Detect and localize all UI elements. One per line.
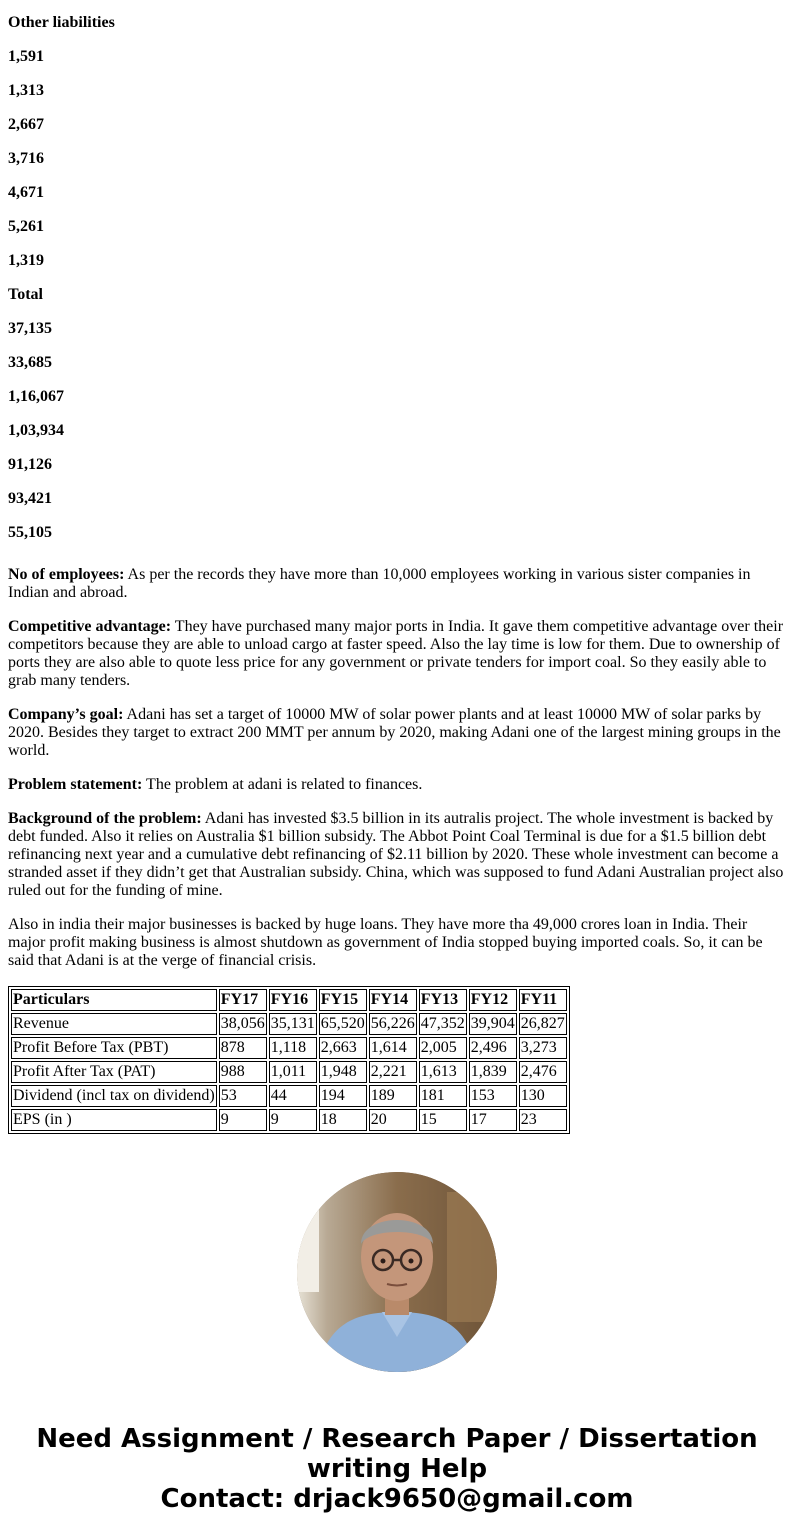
stat-value: 1,319 xyxy=(8,252,44,269)
table-cell: 53 xyxy=(219,1085,267,1107)
advantage-text: They have purchased many major ports in India. It gave them competitive advantage over their competitors because they are able to unload cargo at faster speed. Also the lay time is low for them. Due to ownership of ports they are also able to quote less price for any government or private tenders for import coal. So they easily able to grab many tenders. xyxy=(8,618,784,689)
table-cell: 1,118 xyxy=(269,1037,317,1059)
table-cell: 17 xyxy=(469,1109,517,1131)
financials-table xyxy=(8,986,570,1134)
table-cell: Dividend (incl tax on dividend) xyxy=(11,1085,217,1107)
advantage-paragraph xyxy=(8,618,786,690)
author-avatar xyxy=(297,1172,497,1372)
stat-value: 93,421 xyxy=(8,490,52,507)
table-cell: 15 xyxy=(419,1109,467,1131)
table-cell: 9 xyxy=(219,1109,267,1131)
table-header-cell: FY15 xyxy=(319,989,367,1011)
table-cell: 3,273 xyxy=(519,1037,567,1059)
stat-value: 1,03,934 xyxy=(8,422,64,439)
table-cell: 130 xyxy=(519,1085,567,1107)
stats-list xyxy=(8,6,786,550)
table-cell: 878 xyxy=(219,1037,267,1059)
goal-text: Adani has set a target of 10000 MW of solar power plants and at least 10000 MW of solar parks by 2020. Besides they target to extract 200 MMT per annum by 2020, making Adani one of the largest mining groups in the world. xyxy=(8,706,781,759)
promo-banner xyxy=(8,1424,786,1514)
table-cell: 2,476 xyxy=(519,1061,567,1083)
table-cell: 1,948 xyxy=(319,1061,367,1083)
stat-value: 37,135 xyxy=(8,320,52,337)
table-row xyxy=(11,1085,567,1107)
table-cell: 47,352 xyxy=(419,1013,467,1035)
table-cell: 2,663 xyxy=(319,1037,367,1059)
table-row xyxy=(11,1013,567,1035)
table-cell: 194 xyxy=(319,1085,367,1107)
table-cell: EPS (in ) xyxy=(11,1109,217,1131)
table-cell: 2,496 xyxy=(469,1037,517,1059)
table-row xyxy=(11,1061,567,1083)
promo-contact: Contact: drjack9650@gmail.com xyxy=(160,1484,634,1514)
stat-value: 1,591 xyxy=(8,48,44,65)
goal-lead: Company’s goal: xyxy=(8,706,124,723)
table-cell: Profit Before Tax (PBT) xyxy=(11,1037,217,1059)
table-header-cell: FY11 xyxy=(519,989,567,1011)
stat-label-other-liabilities: Other liabilities xyxy=(8,14,115,31)
table-cell: 2,005 xyxy=(419,1037,467,1059)
table-row xyxy=(11,1037,567,1059)
goal-paragraph xyxy=(8,706,786,760)
table-cell: 2,221 xyxy=(369,1061,417,1083)
table-cell: Profit After Tax (PAT) xyxy=(11,1061,217,1083)
stat-label-total: Total xyxy=(8,286,43,303)
table-cell: 56,226 xyxy=(369,1013,417,1035)
table-header-cell: FY13 xyxy=(419,989,467,1011)
table-cell: 38,056 xyxy=(219,1013,267,1035)
table-cell: 44 xyxy=(269,1085,317,1107)
problem-paragraph xyxy=(8,776,786,794)
table-row xyxy=(11,1109,567,1131)
background-paragraph xyxy=(8,810,786,900)
stat-value: 91,126 xyxy=(8,456,52,473)
stat-value: 1,16,067 xyxy=(8,388,64,405)
table-cell: 18 xyxy=(319,1109,367,1131)
table-cell: 153 xyxy=(469,1085,517,1107)
employees-lead: No of employees: xyxy=(8,566,125,583)
stat-value: 3,716 xyxy=(8,150,44,167)
table-cell: 26,827 xyxy=(519,1013,567,1035)
promo-headline: Need Assignment / Research Paper / Dissertation writing Help xyxy=(36,1424,758,1484)
india-text: Also in india their major businesses is backed by huge loans. They have more tha 49,000 crores loan in India. Their major profit making business is almost shutdown as government of India stopped buying imported coals. So, it can be said that Adani is at the verge of financial crisis. xyxy=(8,916,763,969)
table-cell: 65,520 xyxy=(319,1013,367,1035)
stat-value: 33,685 xyxy=(8,354,52,371)
background-lead: Background of the problem: xyxy=(8,810,202,827)
photo-container xyxy=(8,1172,786,1372)
table-header-cell: FY14 xyxy=(369,989,417,1011)
table-cell: 1,839 xyxy=(469,1061,517,1083)
table-cell: 39,904 xyxy=(469,1013,517,1035)
table-cell: 23 xyxy=(519,1109,567,1131)
table-cell: 1,613 xyxy=(419,1061,467,1083)
india-paragraph xyxy=(8,916,786,970)
advantage-lead: Competitive advantage: xyxy=(8,618,172,635)
employees-paragraph xyxy=(8,566,786,602)
table-header-cell: FY12 xyxy=(469,989,517,1011)
table-cell: 189 xyxy=(369,1085,417,1107)
table-cell: 181 xyxy=(419,1085,467,1107)
table-cell: 988 xyxy=(219,1061,267,1083)
table-cell: Revenue xyxy=(11,1013,217,1035)
table-header-cell: FY17 xyxy=(219,989,267,1011)
stat-value: 4,671 xyxy=(8,184,44,201)
problem-lead: Problem statement: xyxy=(8,776,143,793)
table-cell: 1,011 xyxy=(269,1061,317,1083)
table-header-cell: Particulars xyxy=(11,989,217,1011)
employees-text: As per the records they have more than 10,000 employees working in various sister companies in Indian and abroad. xyxy=(8,566,751,601)
document-body xyxy=(0,6,794,1514)
table-header-row xyxy=(11,989,567,1011)
stat-value: 55,105 xyxy=(8,524,52,541)
table-cell: 35,131 xyxy=(269,1013,317,1035)
background-text: Adani has invested $3.5 billion in its autralis project. The whole investment is backed by debt funded. Also it relies on Australia $1 billion subsidy. The Abbot Point Coal Terminal is due for a $1.5 billion debt refinancing next year and a cumulative debt refinancing of $2.11 billion by 2020. These whole investment can become a stranded asset if they didn’t get that Australian subsidy. China, which was supposed to fund Adani Australian project also ruled out for the funding of mine. xyxy=(8,810,784,899)
avatar-portrait-icon xyxy=(297,1172,497,1372)
stat-value: 5,261 xyxy=(8,218,44,235)
stat-value: 1,313 xyxy=(8,82,44,99)
table-header-cell: FY16 xyxy=(269,989,317,1011)
table-cell: 1,614 xyxy=(369,1037,417,1059)
table-cell: 9 xyxy=(269,1109,317,1131)
problem-text: The problem at adani is related to finances. xyxy=(142,776,423,793)
stat-value: 2,667 xyxy=(8,116,44,133)
table-cell: 20 xyxy=(369,1109,417,1131)
